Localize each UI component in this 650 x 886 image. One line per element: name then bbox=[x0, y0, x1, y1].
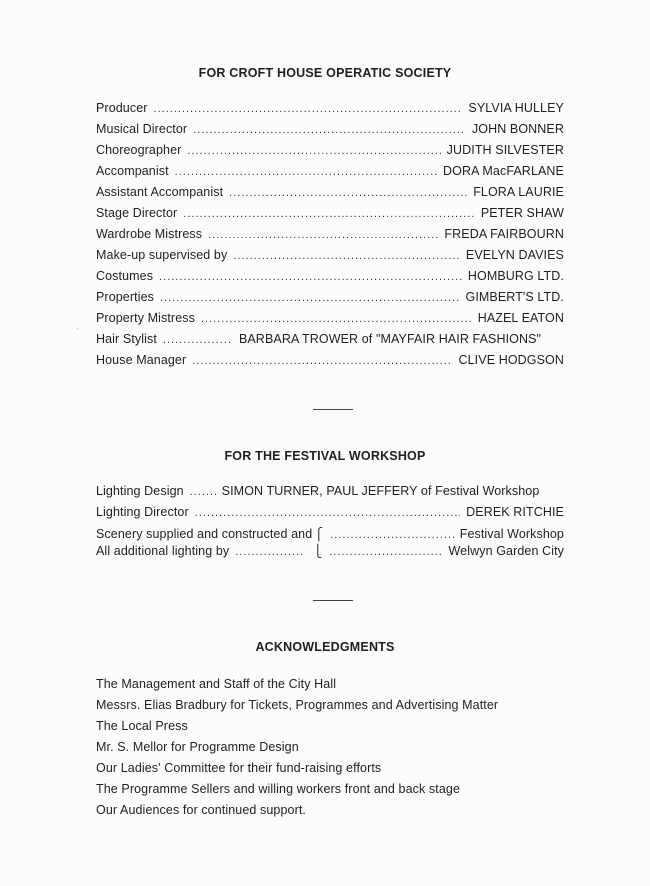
credit-row-lighting-design bbox=[96, 484, 564, 502]
dot-leader bbox=[195, 507, 460, 519]
credit-label: House Manager bbox=[96, 353, 187, 367]
dot-leader bbox=[329, 546, 442, 558]
credit-label: Property Mistress bbox=[96, 311, 195, 325]
dot-leader bbox=[154, 103, 463, 115]
credit-value: Welwyn Garden City bbox=[448, 544, 564, 558]
credit-value: EVELYN DAVIES bbox=[465, 248, 564, 262]
dot-leader bbox=[193, 124, 466, 136]
credit-label: Choreographer bbox=[96, 143, 182, 157]
credit-label: Make-up supervised by bbox=[96, 248, 228, 262]
dot-leader bbox=[187, 145, 440, 157]
acknowledgment-item: The Programme Sellers and willing workers front and back stage bbox=[96, 782, 460, 796]
section-divider bbox=[313, 600, 353, 601]
brace-top: ⎧ bbox=[314, 527, 324, 541]
dot-leader bbox=[192, 355, 452, 367]
credit-value: BARBARA TROWER of "MAYFAIR HAIR FASHIONS" bbox=[238, 332, 542, 346]
credit-row-house-manager bbox=[96, 353, 564, 371]
dot-leader bbox=[208, 229, 438, 241]
dot-leader bbox=[159, 271, 462, 283]
credit-label: Lighting Design bbox=[96, 484, 184, 498]
dot-leader bbox=[201, 313, 472, 325]
section-divider bbox=[313, 409, 353, 410]
credit-label: Assistant Accompanist bbox=[96, 185, 224, 199]
credit-label: Scenery supplied and constructed and bbox=[96, 527, 313, 541]
credit-label: Hair Stylist bbox=[96, 332, 157, 346]
credit-row-choreographer bbox=[96, 143, 564, 161]
credit-value: PETER SHAW bbox=[480, 206, 564, 220]
credit-row-musical-director bbox=[96, 122, 564, 140]
credit-row-additional-lighting bbox=[96, 544, 564, 562]
dot-leader bbox=[235, 546, 305, 558]
acknowledgment-item: Our Audiences for continued support. bbox=[96, 803, 306, 817]
credit-value: CLIVE HODGSON bbox=[458, 353, 564, 367]
credit-row-scenery bbox=[96, 527, 564, 545]
credit-row-accompanist bbox=[96, 164, 564, 182]
dot-leader bbox=[183, 208, 475, 220]
credit-value: SYLVIA HULLEY bbox=[468, 101, 564, 115]
credit-label: Stage Director bbox=[96, 206, 178, 220]
credit-row-property-mistress bbox=[96, 311, 564, 329]
brace-bottom: ⎩ bbox=[313, 544, 323, 558]
credit-value: DORA MacFARLANE bbox=[443, 164, 564, 178]
dot-leader bbox=[175, 166, 437, 178]
credit-row-costumes bbox=[96, 269, 564, 287]
credit-value: Festival Workshop bbox=[459, 527, 564, 541]
credit-value: GIMBERT'S LTD. bbox=[465, 290, 564, 304]
dot-leader bbox=[160, 292, 460, 304]
festival-heading: FOR THE FESTIVAL WORKSHOP bbox=[224, 449, 426, 463]
acknowledgment-item: The Local Press bbox=[96, 719, 188, 733]
acknowledgment-item: Our Ladies' Committee for their fund-raising efforts bbox=[96, 761, 382, 775]
credit-label: All additional lighting by bbox=[96, 544, 230, 558]
croft-heading: FOR CROFT HOUSE OPERATIC SOCIETY bbox=[198, 66, 452, 80]
acknowledgments-heading: ACKNOWLEDGMENTS bbox=[255, 640, 395, 654]
credit-value: HAZEL EATON bbox=[477, 311, 564, 325]
credit-row-producer bbox=[96, 101, 564, 119]
credit-row-assistant-accompanist bbox=[96, 185, 564, 203]
credit-label: Properties bbox=[96, 290, 154, 304]
credit-row-properties bbox=[96, 290, 564, 308]
credit-value: HOMBURG LTD. bbox=[467, 269, 564, 283]
credit-label: Costumes bbox=[96, 269, 154, 283]
credit-value: DEREK RITCHIE bbox=[466, 505, 564, 519]
credit-row-make-up bbox=[96, 248, 564, 266]
dot-leader bbox=[229, 187, 467, 199]
dot-leader bbox=[233, 250, 460, 262]
credit-row-wardrobe-mistress bbox=[96, 227, 564, 245]
credit-label: Wardrobe Mistress bbox=[96, 227, 203, 241]
credit-row-hair-stylist bbox=[96, 332, 564, 350]
acknowledgment-item: Mr. S. Mellor for Programme Design bbox=[96, 740, 299, 754]
stray-mark: · bbox=[76, 324, 79, 333]
credit-value: SIMON TURNER, PAUL JEFFERY of Festival Workshop bbox=[221, 484, 540, 498]
credit-label: Producer bbox=[96, 101, 148, 115]
dot-leader bbox=[190, 486, 216, 498]
credit-label: Musical Director bbox=[96, 122, 188, 136]
credit-label: Lighting Director bbox=[96, 505, 189, 519]
credit-value: FLORA LAURIE bbox=[473, 185, 564, 199]
dot-leader bbox=[163, 334, 233, 346]
acknowledgment-item: The Management and Staff of the City Hall bbox=[96, 677, 337, 691]
credit-value: FREDA FAIRBOURN bbox=[444, 227, 564, 241]
credit-row-lighting-director bbox=[96, 505, 564, 523]
dot-leader bbox=[330, 529, 453, 541]
acknowledgment-item: Messrs. Elias Bradbury for Tickets, Programmes and Advertising Matter bbox=[96, 698, 499, 712]
credit-value: JUDITH SILVESTER bbox=[446, 143, 564, 157]
credit-value: JOHN BONNER bbox=[471, 122, 564, 136]
credit-label: Accompanist bbox=[96, 164, 169, 178]
credit-row-stage-director bbox=[96, 206, 564, 224]
